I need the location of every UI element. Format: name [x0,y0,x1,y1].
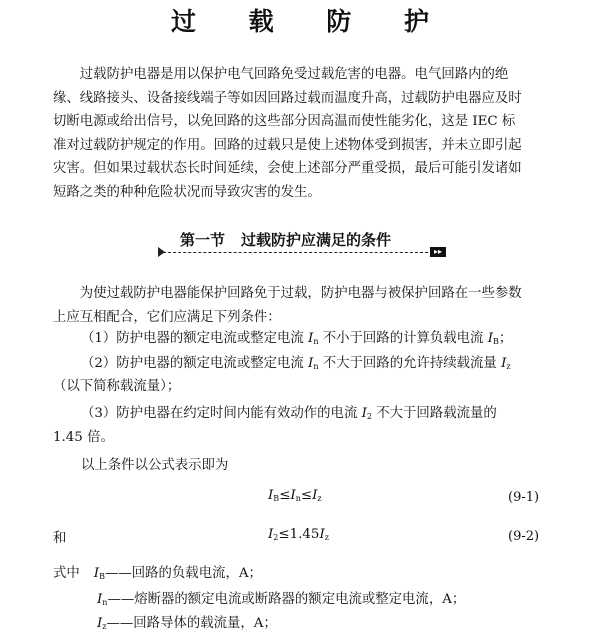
condition-1: （1）防护电器的额定电流或整定电流 $I_n$ 不小于回路的计算负载电流 $I_B$； [81,331,513,346]
intro-line: 切断电源或给出信号，以免回路的这些部分因高温而使性能劣化，这是 IEC 标 [53,114,516,130]
intro-line: 过载防护电器是用以保护电气回路免受过载危害的电器。电气回路内的绝 [79,67,509,82]
intro-line: 缘、线路接头、设备接线端子等如因回路过载而温度升高，过载防护电器应及时 [53,90,522,106]
formula-intro: 以上条件以公式表示即为 [81,458,229,473]
section-heading [158,228,448,262]
definition-1: 式中 $I_B——$回路的负载电流，A； [53,566,262,581]
intro-paragraph [53,63,550,205]
definition-3: $I_z——$回路导体的载流量，A； [97,616,277,631]
equation-9-1: $I_B\le I_n\le I_z$ [268,488,322,503]
equation-number: (9-2) [508,529,540,544]
page-title: 过 载 防 护 [170,7,452,36]
para-line: 为使过载防护电器能保护回路免于过载，防护电器与被保护回路在一些参数 [79,286,522,301]
equation-9-2: $I_2\le 1.45I_z$ [268,527,329,542]
section-title: 过载防护应满足的条件 [241,231,392,249]
equation-number: (9-1) [508,490,540,505]
intro-line: 准对过载防护规定的作用。回路的过载只是使上述物体受到损害，并未立即引起 [53,137,522,153]
condition-2-cont: （以下简称载流量）； [53,379,181,394]
condition-3: （3）防护电器在约定时间内能有效动作的电流 $I_2$ 不大于回路载流量的 [81,406,497,421]
intro-line: 短路之类的种种危险状况而导致灾害的发生。 [53,184,321,200]
intro-line: 灾害。但如果过载状态长时间延续，会使上述部分严重受损，最后可能引发诸如 [53,161,522,177]
definition-2: $I_n——$熔断器的额定电流或断路器的额定电流或整定电流，A； [97,592,466,607]
section-number: 第一节 [180,231,226,249]
conditions-intro [53,282,550,329]
double-arrow-icon: ▸▸ [430,247,446,257]
condition-3-cont: 1.45 倍。 [53,430,114,445]
section-underline [158,252,428,253]
para-line: 上应互相配合，它们应满足下列条件： [53,309,281,325]
condition-2: （2）防护电器的额定电流或整定电流 $I_n$ 不大于回路的允许持续载流量 $I_z$ [81,356,511,371]
and-label: 和 [53,531,67,546]
arrow-left-icon [158,247,165,257]
